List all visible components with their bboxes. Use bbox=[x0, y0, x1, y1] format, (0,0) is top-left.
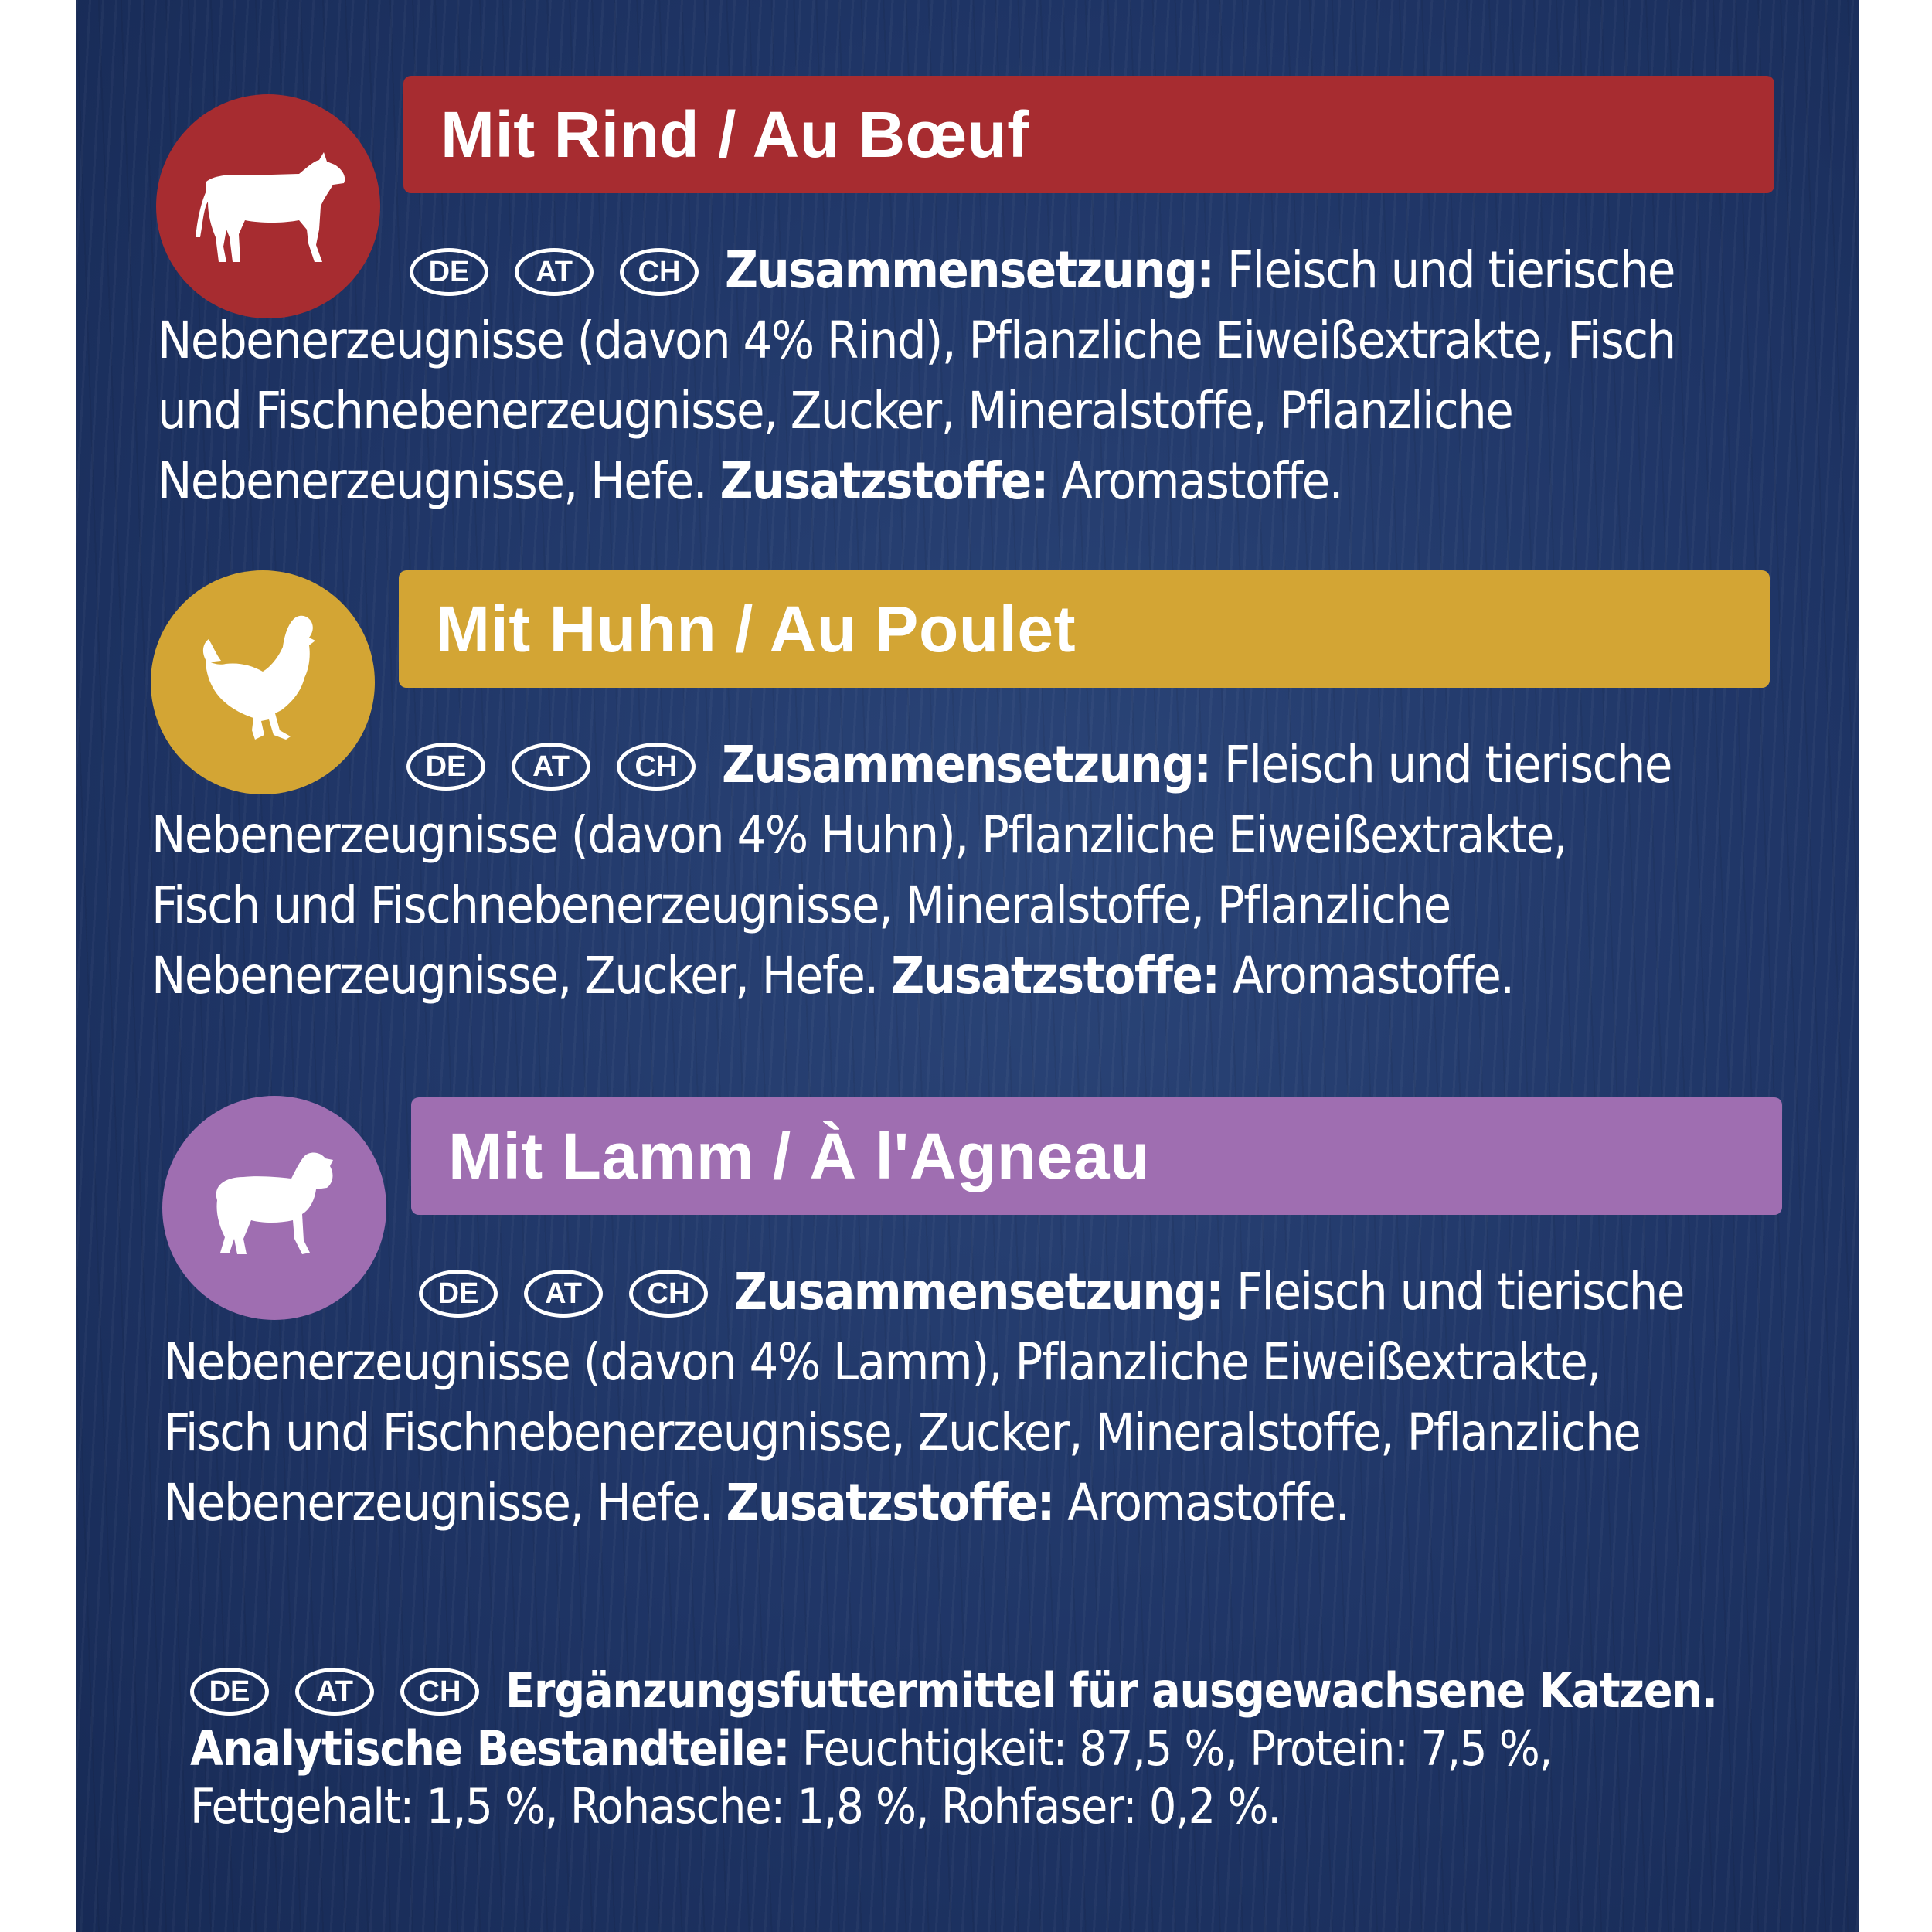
badge-ch: CH bbox=[629, 1270, 708, 1318]
additives-text: Aromastoffe. bbox=[1047, 451, 1342, 511]
lamb-composition bbox=[164, 1257, 1684, 1538]
additives-label: Zusatzstoffe: bbox=[726, 1473, 1054, 1532]
badge-at: AT bbox=[512, 743, 590, 791]
badge-at: AT bbox=[295, 1668, 374, 1716]
badge-ch: CH bbox=[620, 248, 699, 296]
badge-ch: CH bbox=[400, 1668, 479, 1716]
analysis-text: Feuchtigkeit: 87,5 %, Protein: 7,5 %, bbox=[789, 1720, 1553, 1777]
composition-label: Zusammensetzung: bbox=[725, 240, 1214, 300]
badge-de: DE bbox=[410, 248, 488, 296]
badge-de: DE bbox=[419, 1270, 498, 1318]
badge-ch: CH bbox=[617, 743, 696, 791]
chicken-composition bbox=[151, 730, 1672, 1011]
badge-de: DE bbox=[190, 1668, 269, 1716]
analysis-line: Fettgehalt: 1,5 %, Rohasche: 1,8 %, Rohfaser: 0,2 %. bbox=[190, 1778, 1281, 1835]
composition-line: Nebenerzeugnisse, Zucker, Hefe. bbox=[151, 946, 878, 1005]
composition-first: Fleisch und tierische bbox=[1213, 240, 1675, 300]
additives-text: Aromastoffe. bbox=[1053, 1473, 1349, 1532]
composition-line: Fisch und Fischnebenerzeugnisse, Zucker, Mineralstoffe, Pflanzliche bbox=[164, 1403, 1641, 1462]
additives-text: Aromastoffe. bbox=[1219, 946, 1514, 1005]
composition-line: Nebenerzeugnisse (davon 4% Huhn), Pflanzliche Eiweißextrakte, bbox=[151, 805, 1567, 865]
badge-at: AT bbox=[524, 1270, 603, 1318]
badge-de: DE bbox=[406, 743, 485, 791]
composition-first: Fleisch und tierische bbox=[1210, 735, 1672, 794]
lamb-title: Mit Lamm / À l'Agneau bbox=[448, 1119, 1150, 1192]
composition-label: Zusammensetzung: bbox=[734, 1262, 1223, 1321]
composition-line: Nebenerzeugnisse, Hefe. bbox=[158, 451, 707, 511]
label-panel bbox=[76, 0, 1859, 1932]
footer-headline: Ergänzungsfuttermittel für ausgewachsene Katzen. bbox=[505, 1662, 1717, 1719]
composition-line: Nebenerzeugnisse (davon 4% Lamm), Pflanzliche Eiweißextrakte, bbox=[164, 1332, 1600, 1392]
composition-first: Fleisch und tierische bbox=[1223, 1262, 1684, 1321]
additives-label: Zusatzstoffe: bbox=[719, 451, 1048, 511]
chicken-banner bbox=[399, 570, 1770, 688]
badge-at: AT bbox=[515, 248, 594, 296]
lamb-banner bbox=[411, 1097, 1782, 1215]
composition-line: und Fischnebenerzeugnisse, Zucker, Mineralstoffe, Pflanzliche bbox=[158, 381, 1513, 440]
composition-label: Zusammensetzung: bbox=[722, 735, 1211, 794]
analysis-label: Analytische Bestandteile: bbox=[190, 1720, 790, 1777]
composition-line: Nebenerzeugnisse (davon 4% Rind), Pflanzliche Eiweißextrakte, Fisch bbox=[158, 311, 1675, 370]
additives-label: Zusatzstoffe: bbox=[891, 946, 1219, 1005]
composition-line: Nebenerzeugnisse, Hefe. bbox=[164, 1473, 713, 1532]
beef-title: Mit Rind / Au Bœuf bbox=[440, 97, 1029, 171]
footer-analysis bbox=[190, 1662, 1717, 1835]
composition-line: Fisch und Fischnebenerzeugnisse, Mineralstoffe, Pflanzliche bbox=[151, 876, 1451, 935]
chicken-title: Mit Huhn / Au Poulet bbox=[436, 592, 1077, 665]
